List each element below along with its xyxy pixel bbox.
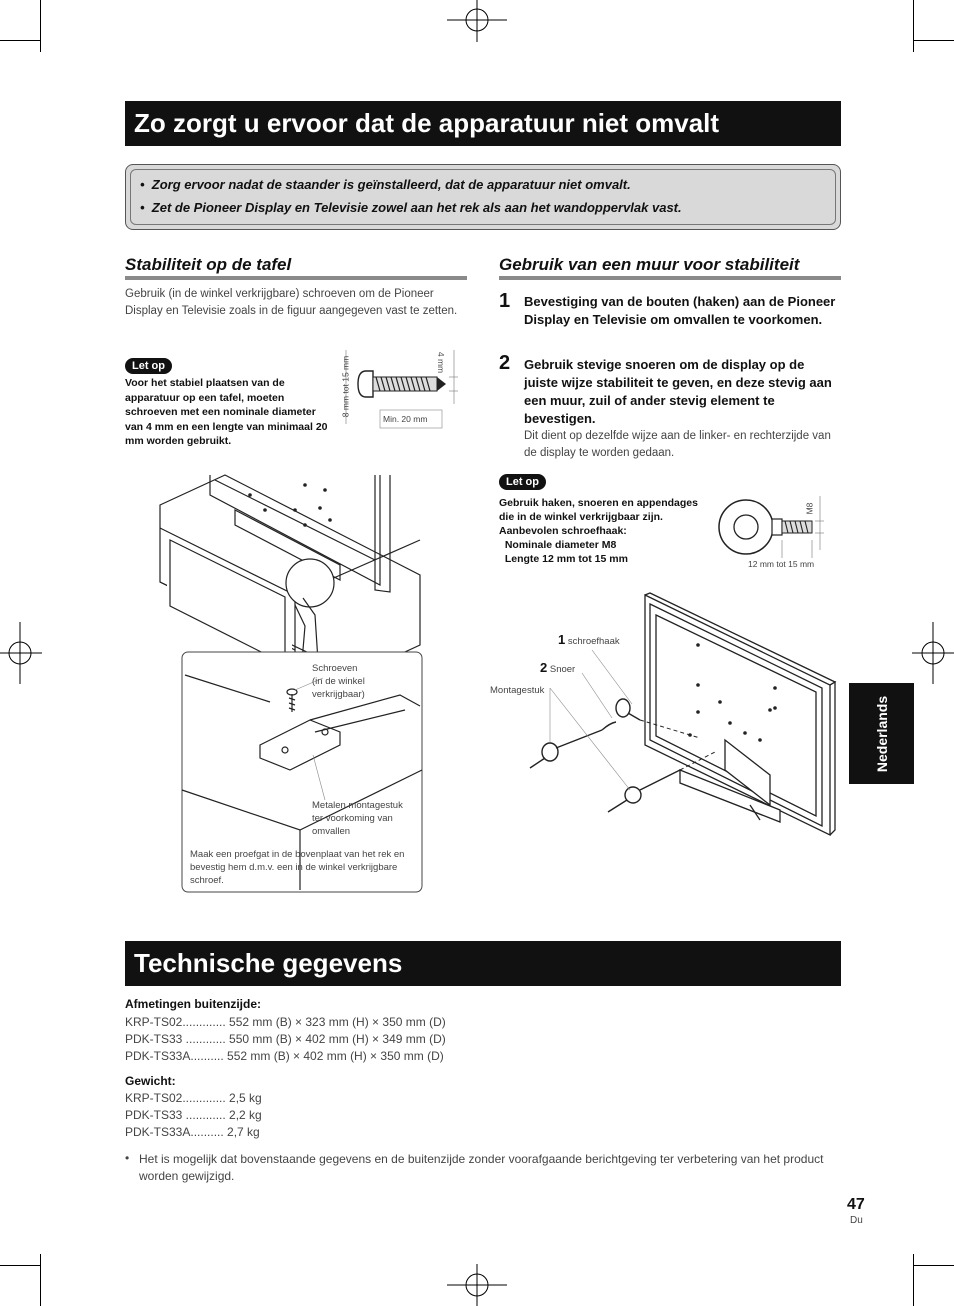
section-title: Zo zorgt u ervoor dat de apparatuur niet omvalt xyxy=(134,108,720,138)
section-title: Technische gegevens xyxy=(134,948,403,978)
step-note: Dit dient op dezelfde wijze aan de linker- en rechterzijde van de display te worden gedaan. xyxy=(524,430,831,459)
detail-caption: Maak een proefgat in de bovenplaat van het rek en bevestig hem d.m.v. een in de winkel verkrijgbare schroef. xyxy=(190,849,405,886)
crop-mark xyxy=(0,1265,40,1266)
callout-number: 2 xyxy=(540,660,548,675)
callout-text: Snoer xyxy=(549,664,576,675)
hook-length-label: 12 mm tot 15 mm xyxy=(748,559,815,569)
hook-diameter-label: M8 xyxy=(804,502,815,515)
warning-box xyxy=(125,164,841,230)
section-title-banner xyxy=(125,941,841,986)
caution-line: Lengte 12 mm tot 15 mm xyxy=(499,553,628,565)
language-tab xyxy=(849,683,914,784)
screw-diameter-label: 4 mm xyxy=(436,351,447,374)
warning-item: • Zorg ervoor nadat de staander is geïnstalleerd, dat de apparatuur niet omvalt. xyxy=(140,177,631,192)
registration-mark xyxy=(447,1264,507,1306)
screw-length-label: 8 mm tot 15 mm xyxy=(340,355,351,418)
caution-line: Aanbevolen schroefhaak: xyxy=(499,525,627,537)
footnote-bullet: • xyxy=(125,1151,130,1165)
caution-badge: Let op xyxy=(125,358,172,374)
crop-mark xyxy=(40,1254,41,1306)
warning-text: Zorg ervoor nadat de staander is geïnstalleerd, dat de apparatuur niet omvalt. xyxy=(151,177,631,192)
spec-weight-label: Gewicht: xyxy=(125,1074,176,1088)
crop-mark xyxy=(913,0,914,52)
crop-mark xyxy=(914,1265,954,1266)
intro-text: Gebruik (in de winkel verkrijgbare) schroeven om de Pioneer Display en Televisie zoals in de figuur aangegeven vast te zetten. xyxy=(125,288,458,317)
spec-weight-row: PDK-TS33 ............ 2,2 kg xyxy=(125,1108,262,1122)
spec-dimensions-label: Afmetingen buitenzijde: xyxy=(125,997,261,1011)
step-number: 2 xyxy=(499,352,511,374)
subsection-heading: Stabiliteit op de tafel xyxy=(125,255,467,280)
caution-line: Nominale diameter M8 xyxy=(499,539,617,551)
registration-mark xyxy=(447,0,507,42)
page-number: 47 xyxy=(847,1196,865,1213)
spec-dimension-row: PDK-TS33A.......... 552 mm (B) × 402 mm (H) × 350 mm (D) xyxy=(125,1049,444,1063)
callout-bracket: Montagestuk xyxy=(490,685,545,696)
warning-item: • Zet de Pioneer Display en Televisie zowel aan het rek als aan het wandoppervlak vast. xyxy=(140,200,682,215)
crop-mark xyxy=(0,40,40,41)
screws-label: Schroeven (in de winkel verkrijgbaar) xyxy=(312,663,365,700)
step-number: 1 xyxy=(499,290,511,312)
step-text: Gebruik stevige snoeren om de display op de juiste wijze stabiliteit te geven, en deze stevig aan een muur, zuil of ander stevig element te bevestigen. xyxy=(524,357,832,426)
callout-text: schroefhaak xyxy=(567,636,620,647)
caution-line: Gebruik haken, snoeren en appendages xyxy=(499,497,698,509)
subsection-heading: Gebruik van een muur voor stabiliteit xyxy=(499,255,841,280)
spec-dimension-row: PDK-TS33 ............ 550 mm (B) × 402 mm (H) × 349 mm (D) xyxy=(125,1032,446,1046)
spec-weight-row: PDK-TS33A.......... 2,7 kg xyxy=(125,1125,260,1139)
warning-text: Zet de Pioneer Display en Televisie zowel aan het rek als aan het wandoppervlak vast. xyxy=(151,200,682,215)
footnote-text: Het is mogelijk dat bovenstaande gegevens en de buitenzijde zonder voorafgaande berichtgeving ter verbetering van het product worden gewijzigd. xyxy=(139,1152,824,1183)
spec-weight-row: KRP-TS02............. 2,5 kg xyxy=(125,1091,262,1105)
section-title-banner xyxy=(125,101,841,146)
crop-mark xyxy=(40,0,41,52)
language-tab-label: Nederlands xyxy=(873,695,890,772)
callout-screw-hook xyxy=(558,633,620,648)
screw-min-label: Min. 20 mm xyxy=(383,414,428,424)
wall-anchor-illustration xyxy=(520,590,845,845)
caution-badge: Let op xyxy=(499,474,546,490)
page-language-code: Du xyxy=(850,1215,863,1226)
caution-text: Voor het stabiel plaatsen van de apparatuur op een tafel, moeten schroeven met een nominale diameter van 4 mm en een lengte van minimaal 20 mm worden gebruikt. xyxy=(125,377,328,447)
registration-mark xyxy=(0,622,42,684)
bracket-label: Metalen montagestuk ter voorkoming van omvallen xyxy=(312,800,403,837)
registration-mark xyxy=(912,622,954,684)
step-text: Bevestiging van de bouten (haken) aan de Pioneer Display en Televisie om omvallen te voorkomen. xyxy=(524,294,836,327)
callout-number: 1 xyxy=(558,632,566,647)
spec-dimension-row: KRP-TS02............. 552 mm (B) × 323 mm (H) × 350 mm (D) xyxy=(125,1015,446,1029)
caution-line: die in de winkel verkrijgbaar zijn. xyxy=(499,511,663,523)
crop-mark xyxy=(914,40,954,41)
crop-mark xyxy=(913,1254,914,1306)
callout-cord xyxy=(540,661,575,676)
